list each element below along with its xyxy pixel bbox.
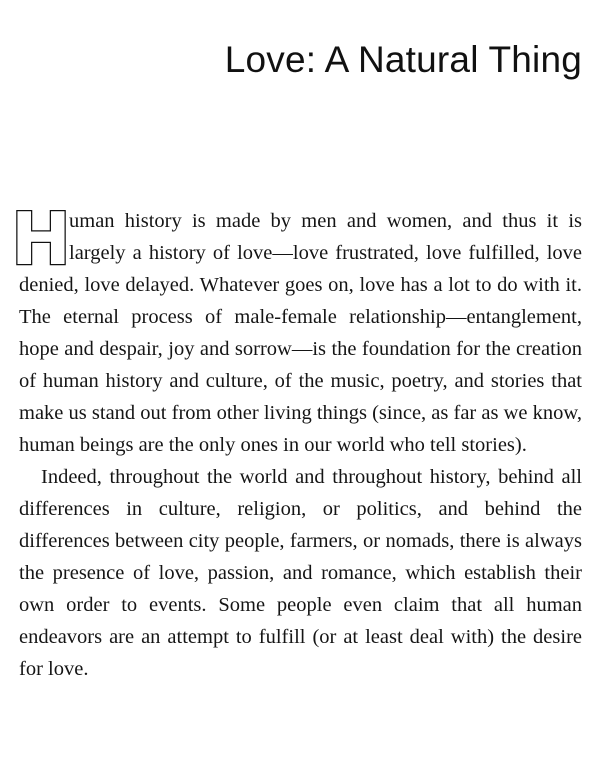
paragraph-2-text: Indeed, throughout the world and throughout history, behind all differences in culture, religion, or politics, and behind the differences between city people, farmers, or nomads, there is always the presence of love, passion, and romance, which establish their own order to events. Some people even claim that all human endeavors are an attempt to fulfill (or at least deal with) the desire for love. bbox=[19, 466, 582, 680]
chapter-title: Love: A Natural Thing bbox=[224, 38, 582, 80]
body-text bbox=[10, 197, 582, 685]
drop-cap-letter: H bbox=[10, 197, 72, 281]
paragraph-2 bbox=[19, 461, 582, 685]
paragraph-1 bbox=[10, 197, 582, 461]
paragraph-1-text: uman history is made by men and women, and thus it is largely a history of love—love frustrated, love fulfilled, love denied, love delayed. Whatever goes on, love has a lot to do with it. The eternal process of male-female relationship—entanglement, hope and despair, joy and sorrow—is the foundation for the creation of human history and culture, of the music, poetry, and stories that make us stand out from other living things (since, as far as we know, human beings are the only ones in our world who tell stories). bbox=[19, 210, 582, 456]
